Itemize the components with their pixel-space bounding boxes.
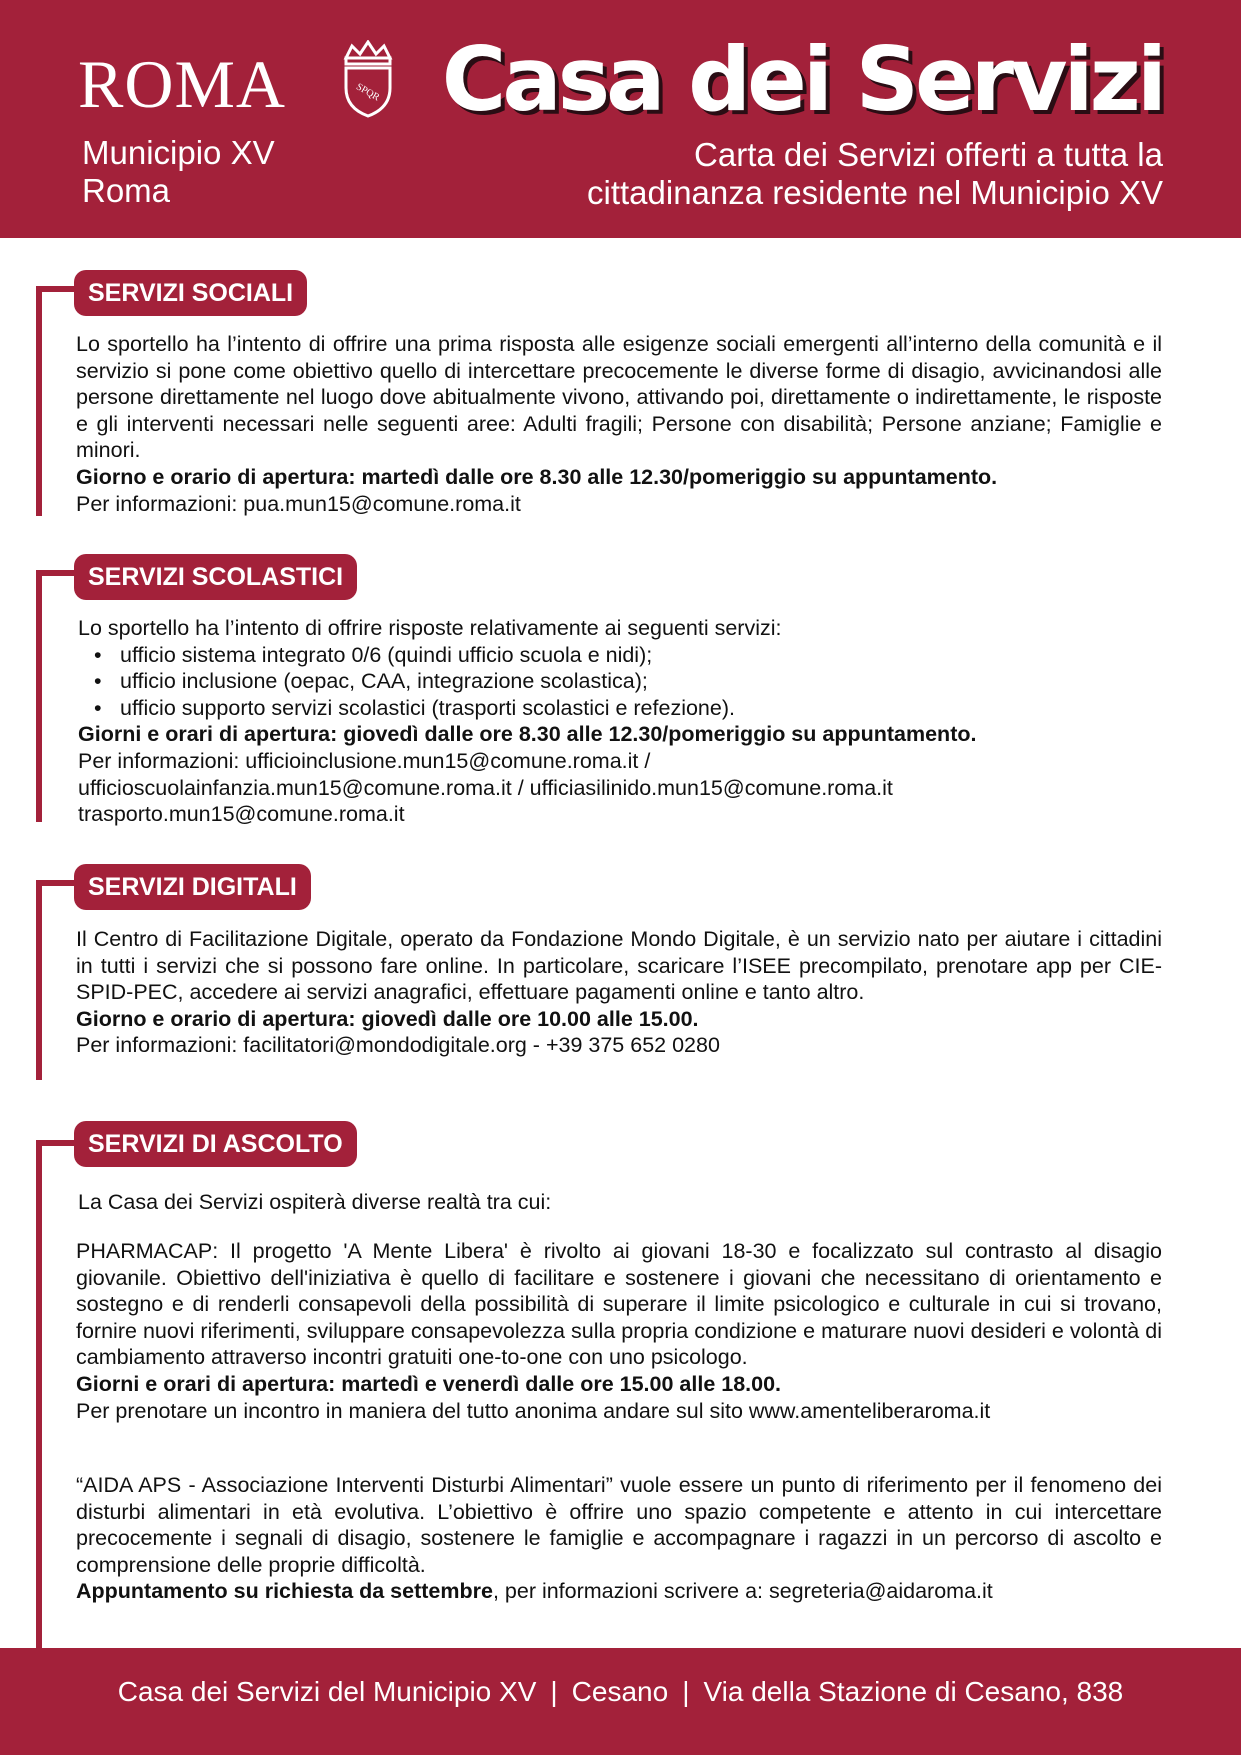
list-item: • ufficio sistema integrato 0/6 (quindi ufficio scuola e nidi);	[120, 642, 1164, 669]
roma-crest-icon	[338, 40, 398, 118]
opening-hours: Giorno e orario di apertura: giovedì dalle ore 10.00 alle 15.00.	[76, 1006, 699, 1031]
section-title-pill: SERVIZI SOCIALI	[74, 270, 307, 316]
aida-contact	[76, 1578, 1162, 1605]
crest-text: SPQR	[354, 81, 382, 104]
page-header	[0, 0, 1241, 238]
footer-separator: |	[682, 1676, 690, 1707]
section-paragraph: Lo sportello ha l’intento di offrire una prima risposta alle esigenze sociali emergenti all’interno della comunità e il servizio si pone come obiettivo quello di intercettare precocemente le diverse forme di disagio, avvicinandosi alle persone direttamente nel luogo dove abitualmente vivono, attivando poi, direttamente o indirettamente, le risposte e gli interventi necessari nelle seguenti aree: Adulti fragili; Persone con disabilità; Persone anziane; Famiglie e minori.	[76, 332, 1162, 463]
section-body	[76, 1238, 1162, 1424]
list-item: • ufficio inclusione (oepac, CAA, integrazione scolastica);	[120, 668, 1164, 695]
pharmacap-paragraph: PHARMACAP: Il progetto 'A Mente Libera' è rivolto ai giovani 18-30 e focalizzato sul contrasto al disagio giovanile. Obiettivo dell'iniziativa è quello di facilitare e sostenere i giovani che necessitano di orientamento e sostegno e di renderli consapevoli della possibilità di superare il limite psicologico e culturale in cui si trovano, fornire nuovi riferimenti, sviluppare consapevolezza sulla propria condizione e maturare nuovi desideri e volontà di cambiamento attraverso incontri gratuiti one-to-one con uno psicologo.	[76, 1239, 1162, 1370]
page-title: Casa dei Servizi	[441, 28, 1163, 131]
section-bracket-top	[36, 570, 76, 576]
aida-block	[76, 1472, 1162, 1605]
contact-info: Per informazioni: pua.mun15@comune.roma.it	[76, 491, 521, 516]
section-intro: Lo sportello ha l’intento di offrire risposte relativamente ai seguenti servizi:	[78, 616, 782, 640]
page-footer	[0, 1648, 1241, 1755]
opening-hours: Giorno e orario di apertura: martedì dalle ore 8.30 alle 12.30/pomeriggio su appuntamento.	[76, 464, 998, 489]
services-list	[78, 642, 1164, 722]
section-title-pill: SERVIZI DI ASCOLTO	[74, 1121, 357, 1167]
section-body	[78, 615, 1164, 828]
section-bracket-top	[36, 1140, 76, 1146]
section-intro: La Casa dei Servizi ospiterà diverse realtà tra cui:	[78, 1190, 552, 1214]
list-item: • ufficio supporto servizi scolastici (trasporti scolastici e refezione).	[120, 695, 1164, 722]
section-bracket	[36, 1140, 42, 1650]
opening-hours: Giorni e orari di apertura: martedì e venerdì dalle ore 15.00 alle 18.00.	[76, 1371, 782, 1396]
aida-appointment-note: Appuntamento su richiesta da settembre	[76, 1579, 493, 1604]
booking-info: Per prenotare un incontro in maniera del tutto anonima andare sul sito www.amenteliberaroma.it	[76, 1398, 991, 1423]
contact-info-line-1: Per informazioni: ufficioinclusione.mun15@comune.roma.it /	[78, 748, 651, 773]
footer-venue: Casa dei Servizi del Municipio XV	[117, 1676, 537, 1707]
contact-info: Per informazioni: facilitatori@mondodigitale.org - +39 375 652 0280	[76, 1033, 720, 1058]
section-bracket-top	[36, 880, 76, 886]
footer-street: Via della Stazione di Cesano, 838	[703, 1676, 1124, 1707]
subtitle-line-2: cittadinanza residente nel Municipio XV	[586, 174, 1163, 211]
section-body	[76, 926, 1162, 1059]
opening-hours: Giorni e orari di apertura: giovedì dalle ore 8.30 alle 12.30/pomeriggio su appuntamento.	[78, 722, 977, 747]
footer-address	[0, 1678, 1241, 1706]
footer-locality: Cesano	[571, 1676, 669, 1707]
roma-logo-wordmark: ROMA	[78, 46, 287, 122]
section-title-pill: SERVIZI DIGITALI	[74, 864, 311, 910]
section-paragraph: Il Centro di Facilitazione Digitale, operato da Fondazione Mondo Digitale, è un servizio nato per aiutare i cittadini in tutti i servizi che si possono fare online. In particolare, scaricare l’ISEE precompilato, prenotare app per CIE-SPID-PEC, accedere ai servizi anagrafici, effettuare pagamenti online e tanto altro.	[76, 927, 1162, 1005]
municipio-label: Municipio XV	[82, 134, 275, 171]
contact-info-line-2: ufficioscuolainfanzia.mun15@comune.roma.it / ufficiasilinido.mun15@comune.roma.it	[78, 775, 893, 800]
aida-contact-info: , per informazioni scrivere a: segreteria@aidaroma.it	[492, 1579, 993, 1604]
aida-paragraph: “AIDA APS - Associazione Interventi Disturbi Alimentari” vuole essere un punto di riferimento per il fenomeno dei disturbi alimentari in età evolutiva. L’obiettivo è offrire uno spazio competente e attento in cui intercettare precocemente i segnali di disagio, sostenere le famiglie e accompagnare i ragazzi in un percorso di ascolto e comprensione delle proprie difficoltà.	[76, 1473, 1162, 1577]
section-title-pill: SERVIZI SCOLASTICI	[74, 554, 357, 600]
section-body	[76, 331, 1162, 517]
section-bracket	[36, 286, 42, 516]
roma-label: Roma	[82, 172, 171, 209]
footer-separator: |	[550, 1676, 558, 1707]
section-bracket	[36, 570, 42, 822]
section-bracket-top	[36, 286, 76, 292]
subtitle-line-1: Carta dei Servizi offerti a tutta la	[694, 136, 1163, 173]
contact-info-line-3: trasporto.mun15@comune.roma.it	[78, 802, 405, 827]
section-bracket	[36, 880, 42, 1080]
